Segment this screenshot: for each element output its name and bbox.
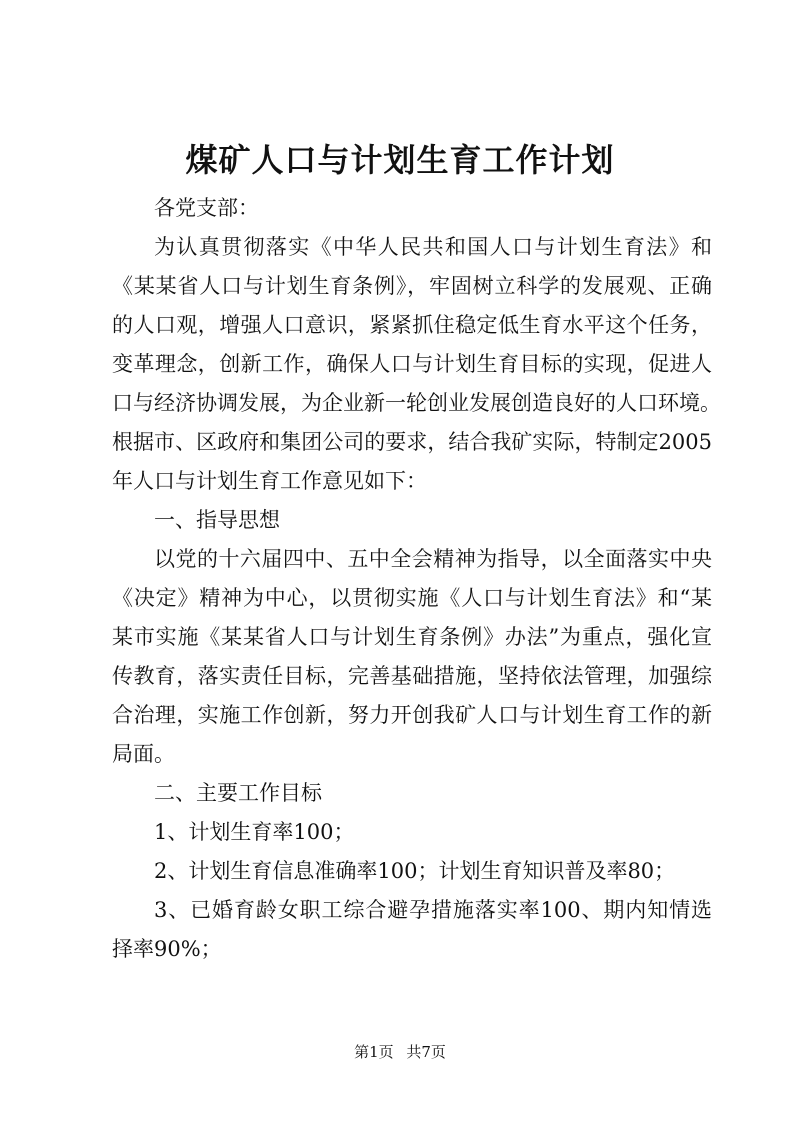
- section1-line: 局面。: [112, 742, 175, 766]
- intro-line: 的人口观，增强人口意识，紧紧抓住稳定低生育水平这个任务，: [112, 313, 712, 337]
- page-number: 第1页: [354, 1043, 394, 1061]
- intro-line: 根据市、区政府和集团公司的要求，结合我矿实际，特制定2005: [112, 430, 712, 454]
- intro-line: 年人口与计划生育工作意见如下：: [112, 469, 427, 493]
- section-heading: 二、主要工作目标: [154, 781, 322, 805]
- page-footer: [0, 1041, 800, 1063]
- goal-item: 择率90%；: [112, 937, 222, 961]
- section1-line: 以党的十六届四中、五中全会精神为指导，以全面落实中央: [154, 547, 712, 571]
- document-body: [112, 189, 721, 969]
- page-total: 共7页: [406, 1043, 446, 1061]
- section1-line: 某市实施《某某省人口与计划生育条例》办法”为重点，强化宣: [112, 625, 712, 649]
- intro-line: 《某某省人口与计划生育条例》，牢固树立科学的发展观、正确: [112, 274, 712, 298]
- goal-item: 1、计划生育率100；: [154, 820, 355, 844]
- section1-line: 《决定》精神为中心，以贯彻实施《人口与计划生育法》和“某: [112, 586, 712, 610]
- document-title: 煤矿人口与计划生育工作计划: [185, 141, 615, 179]
- salutation: 各党支部：: [154, 196, 259, 220]
- section1-line: 合治理，实施工作创新，努力开创我矿人口与计划生育工作的新: [112, 703, 712, 727]
- intro-line: 变革理念，创新工作，确保人口与计划生育目标的实现，促进人: [112, 352, 712, 376]
- goal-item: 3、已婚育龄女职工综合避孕措施落实率100、期内知情选: [154, 898, 712, 922]
- goal-item: 2、计划生育信息准确率100；计划生育知识普及率80；: [154, 859, 676, 883]
- intro-line: 为认真贯彻落实《中华人民共和国人口与计划生育法》和: [154, 235, 712, 259]
- intro-line: 口与经济协调发展，为企业新一轮创业发展创造良好的人口环境。: [112, 391, 721, 415]
- section1-line: 传教育，落实责任目标，完善基础措施，坚持依法管理，加强综: [112, 664, 712, 688]
- section-heading: 一、指导思想: [154, 508, 280, 532]
